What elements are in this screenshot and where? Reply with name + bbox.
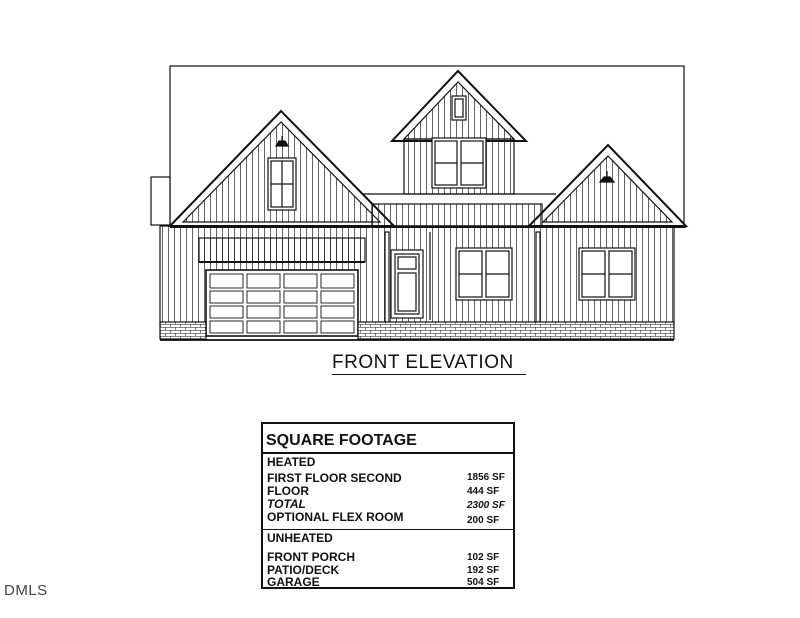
floor-value: 444 SF [467, 486, 500, 497]
divider [263, 529, 513, 530]
first-floor-value: 1856 SF [467, 472, 505, 483]
unheated-heading: UNHEATED [267, 531, 333, 545]
first-floor-label: FIRST FLOOR SECOND [267, 471, 402, 485]
flex-room-label: OPTIONAL FLEX ROOM [267, 510, 404, 524]
total-value: 2300 SF [467, 500, 505, 511]
patio-deck-label: PATIO/DECK [267, 563, 340, 577]
garage-value: 504 SF [467, 577, 500, 588]
front-porch-label: FRONT PORCH [267, 550, 355, 564]
heated-heading: HEATED [267, 455, 316, 469]
elevation-title: FRONT ELEVATION [332, 352, 526, 375]
front-porch-value: 102 SF [467, 552, 500, 563]
total-label: TOTAL [267, 497, 306, 511]
flex-room-value: 200 SF [467, 515, 500, 526]
watermark: DMLS [4, 582, 48, 599]
floor-label: FLOOR [267, 484, 309, 498]
square-footage-table [261, 422, 515, 589]
patio-deck-value: 192 SF [467, 565, 500, 576]
square-footage-title: SQUARE FOOTAGE [266, 432, 417, 449]
garage-label: GARAGE [267, 575, 320, 589]
divider [263, 452, 513, 454]
